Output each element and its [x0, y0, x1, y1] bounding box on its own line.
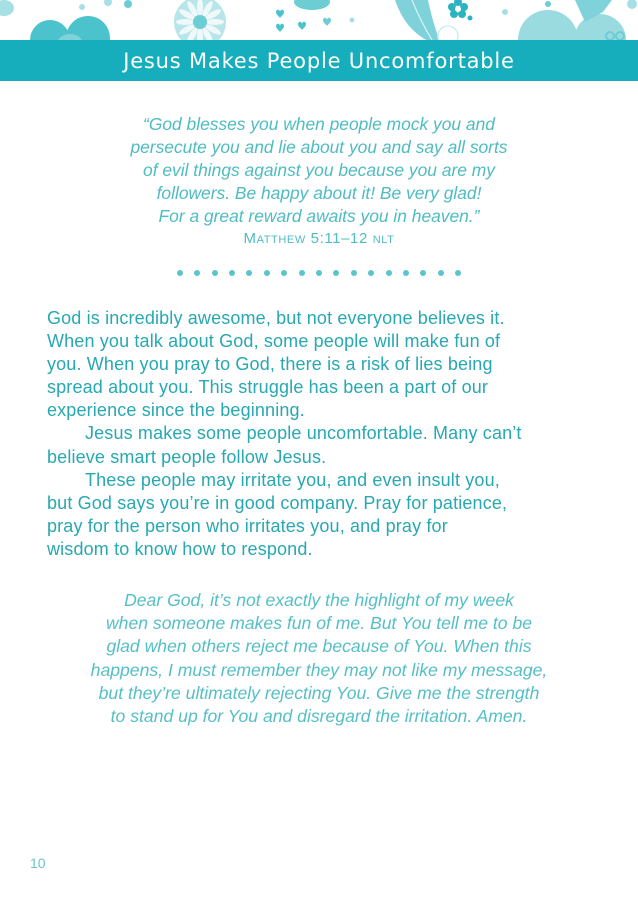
divider-dot-icon: [333, 270, 339, 276]
body-line: wisdom to know how to respond.: [47, 538, 313, 559]
verse-translation: NLT: [372, 234, 395, 246]
prayer-line: to stand up for You and disregard the irritation. Amen.: [110, 706, 528, 727]
body-line: When you talk about God, some people will make fun of: [47, 331, 501, 352]
divider-dot-icon: [246, 270, 252, 276]
divider-dot-icon: [368, 270, 374, 276]
divider-dot-icon: [194, 270, 200, 276]
verse-book-initial: M: [243, 230, 257, 247]
dotted-divider: [0, 270, 638, 276]
prayer-line: glad when others reject me because of You. When this: [106, 636, 532, 657]
body-line: Jesus makes some people uncomfortable. Many can’t: [85, 423, 522, 444]
body-line: These people may irritate you, and even insult you,: [85, 469, 500, 490]
divider-dot-icon: [229, 270, 235, 276]
divider-dot-icon: [316, 270, 322, 276]
page-title: Jesus Makes People Uncomfortable: [123, 48, 515, 73]
title-banner: [0, 40, 638, 81]
divider-dot-icon: [351, 270, 357, 276]
devotional-body: [47, 307, 595, 561]
verse-line: “God blesses you when people mock you and: [143, 114, 495, 134]
divider-dot-icon: [438, 270, 444, 276]
divider-dot-icon: [386, 270, 392, 276]
verse-reference: [60, 228, 578, 251]
divider-dot-icon: [299, 270, 305, 276]
divider-dot-icon: [212, 270, 218, 276]
divider-dot-icon: [455, 270, 461, 276]
header-decorative-art: [0, 0, 638, 42]
floral-hearts-pattern-icon: [0, 0, 638, 42]
body-line: spread about you. This struggle has been a part of our: [47, 377, 489, 398]
body-line: but God says you’re in good company. Pray for patience,: [47, 492, 508, 513]
verse-line: of evil things against you because you are my: [143, 160, 495, 180]
divider-dot-icon: [403, 270, 409, 276]
scripture-quote: [60, 113, 578, 251]
page-number: 10: [30, 855, 46, 871]
prayer-line: when someone makes fun of me. But You tell me to be: [105, 613, 533, 634]
divider-dot-icon: [264, 270, 270, 276]
verse-book-rest: ATTHEW: [256, 234, 306, 246]
verse-chapter-verse: 5:11–12: [310, 230, 368, 247]
body-line: experience since the beginning.: [47, 400, 305, 421]
divider-dot-icon: [281, 270, 287, 276]
divider-dot-icon: [420, 270, 426, 276]
body-line: you. When you pray to God, there is a risk of lies being: [47, 354, 493, 375]
divider-dot-icon: [177, 270, 183, 276]
verse-line: followers. Be happy about it! Be very glad!: [156, 183, 482, 203]
prayer-line: happens, I must remember they may not like my message,: [90, 659, 548, 680]
body-line: believe smart people follow Jesus.: [47, 446, 327, 467]
verse-line: For a great reward awaits you in heaven.”: [158, 206, 480, 226]
closing-prayer: [40, 589, 598, 728]
prayer-line: but they’re ultimately rejecting You. Give me the strength: [98, 682, 540, 703]
body-line: God is incredibly awesome, but not everyone believes it.: [47, 308, 505, 328]
prayer-line: Dear God, it’s not exactly the highlight of my week: [124, 590, 514, 610]
body-line: pray for the person who irritates you, and pray for: [47, 515, 448, 536]
verse-line: persecute you and lie about you and say all sorts: [130, 137, 508, 157]
